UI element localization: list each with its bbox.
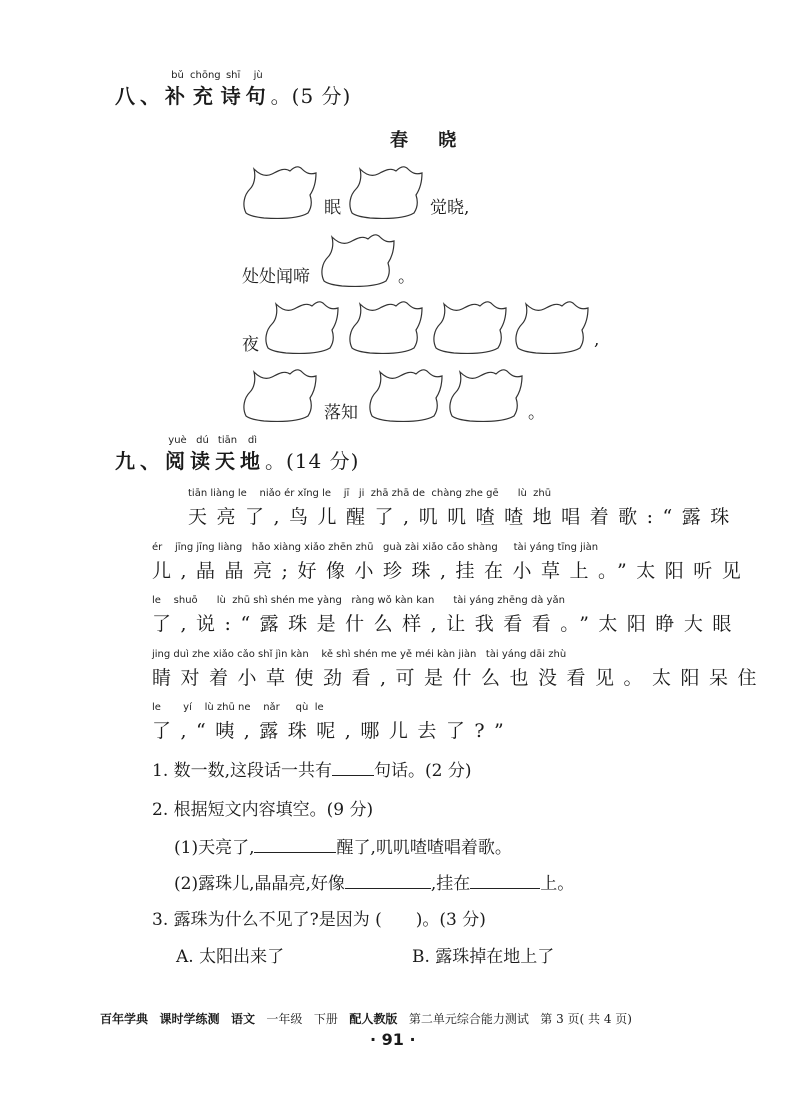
hanzi: 读 bbox=[190, 449, 215, 473]
question-3: 3. 露珠为什么不见了?是因为 ( )。(3 分) bbox=[152, 910, 486, 930]
subject: 语文 bbox=[230, 1012, 255, 1026]
answer-blank[interactable] bbox=[332, 759, 374, 776]
pinyin: dì bbox=[247, 435, 258, 446]
passage-pinyin: ér jīng jīng liàng hǎo xiàng xiǎo zhēn zhū guà zài xiǎo cǎo shàng tài yáng tīng jiàn bbox=[152, 542, 599, 553]
hanzi: 阅 bbox=[165, 449, 190, 473]
passage-text: 了,说:“露珠是什么样,让我看看。”太阳睁大眼 bbox=[152, 613, 741, 635]
passage-text: 天亮了,鸟儿醒了,叽叽喳喳地唱着歌:“露珠 bbox=[188, 506, 739, 528]
section-9-number: 九、 bbox=[115, 449, 165, 473]
leaf-blank-1[interactable] bbox=[240, 165, 320, 220]
edition: 配人教版 bbox=[349, 1012, 398, 1026]
question-2-1: (1)天亮了, 醒了,叽叽喳喳唱着歌。 bbox=[174, 838, 512, 858]
series: 课时学练测 bbox=[159, 1012, 220, 1026]
question-2: 2. 根据短文内容填空。(9 分) bbox=[152, 800, 374, 820]
footer bbox=[100, 1010, 632, 1027]
section-8-number: 八、 bbox=[115, 84, 165, 108]
option-a[interactable]: A. 太阳出来了 bbox=[176, 947, 285, 967]
answer-blank[interactable] bbox=[345, 872, 431, 889]
leaf-blank-8[interactable] bbox=[240, 368, 320, 423]
pinyin: yuè bbox=[168, 435, 187, 446]
leaf-blank-2[interactable] bbox=[346, 165, 426, 220]
section-9-heading bbox=[115, 435, 359, 475]
leaf-blank-7[interactable] bbox=[512, 300, 592, 355]
passage-text: 了,“咦,露珠呢,哪儿去了?” bbox=[152, 720, 514, 742]
poem-text: 。 bbox=[398, 267, 415, 287]
hanzi: 补 bbox=[165, 84, 190, 108]
question-1: 1. 数一数,这段话一共有 句话。(2 分) bbox=[152, 761, 472, 781]
poem-title: 春 晓 bbox=[390, 130, 469, 151]
poem-text: 处处闻啼 bbox=[242, 267, 310, 287]
question-2-2: (2)露珠儿,晶晶亮,好像 ,挂在 上。 bbox=[174, 874, 575, 894]
section-8-score: 。(5 分) bbox=[270, 84, 352, 108]
passage-pinyin: le yí lù zhū ne nǎr qù le bbox=[152, 702, 324, 713]
poem-text: 落知 bbox=[324, 403, 358, 423]
poem-text: , bbox=[594, 330, 600, 350]
passage-text: 睛对着小草使劲看,可是什么也没看见。太阳呆住 bbox=[152, 667, 767, 689]
leaf-blank-3[interactable] bbox=[318, 233, 398, 288]
pinyin: tiān bbox=[217, 435, 238, 446]
pinyin: bǔ bbox=[171, 70, 184, 81]
leaf-blank-4[interactable] bbox=[262, 300, 342, 355]
unit: 第二单元综合能力测试 bbox=[408, 1012, 529, 1026]
section-9-score: 。(14 分) bbox=[265, 449, 360, 473]
poem-text: 夜 bbox=[242, 335, 259, 355]
hanzi: 天 bbox=[215, 449, 240, 473]
leaf-blank-10[interactable] bbox=[446, 368, 526, 423]
poem-text: 眠 bbox=[324, 198, 341, 218]
passage-pinyin: jing duì zhe xiǎo cǎo shǐ jìn kàn kě shì shén me yě méi kàn jiàn tài yáng dāi zhù bbox=[152, 649, 567, 660]
hanzi: 句 bbox=[245, 84, 271, 108]
passage-text: 儿,晶晶亮;好像小珍珠,挂在小草上。”太阳听见 bbox=[152, 560, 751, 582]
page-info: 第 3 页( 共 4 页) bbox=[540, 1012, 632, 1026]
passage-pinyin: tiān liàng le niǎo ér xǐng le jī ji zhā zhā de chàng zhe gē lù zhū bbox=[188, 488, 552, 499]
pinyin: shī bbox=[225, 70, 241, 81]
grade: 一年级 bbox=[266, 1012, 303, 1026]
passage-pinyin: le shuō lù zhū shì shén me yàng ràng wǒ kàn kan tài yáng zhēng dà yǎn bbox=[152, 595, 565, 606]
poem-text: 。 bbox=[528, 403, 545, 423]
answer-blank[interactable] bbox=[470, 872, 540, 889]
option-b[interactable]: B. 露珠掉在地上了 bbox=[412, 947, 555, 967]
pinyin: jù bbox=[253, 70, 263, 81]
pinyin: dú bbox=[196, 435, 209, 446]
hanzi: 诗 bbox=[220, 84, 246, 108]
leaf-blank-5[interactable] bbox=[346, 300, 426, 355]
leaf-blank-9[interactable] bbox=[366, 368, 446, 423]
hanzi: 地 bbox=[240, 449, 265, 473]
page-number: · 91 · bbox=[370, 1030, 416, 1049]
pinyin: chōng bbox=[190, 70, 221, 81]
poem-text: 觉晓, bbox=[430, 198, 470, 218]
hanzi: 充 bbox=[192, 84, 218, 108]
volume: 下册 bbox=[313, 1012, 338, 1026]
leaf-blank-6[interactable] bbox=[430, 300, 510, 355]
answer-blank[interactable] bbox=[254, 836, 336, 853]
section-8-heading bbox=[115, 70, 351, 110]
brand: 百年学典 bbox=[100, 1012, 149, 1026]
